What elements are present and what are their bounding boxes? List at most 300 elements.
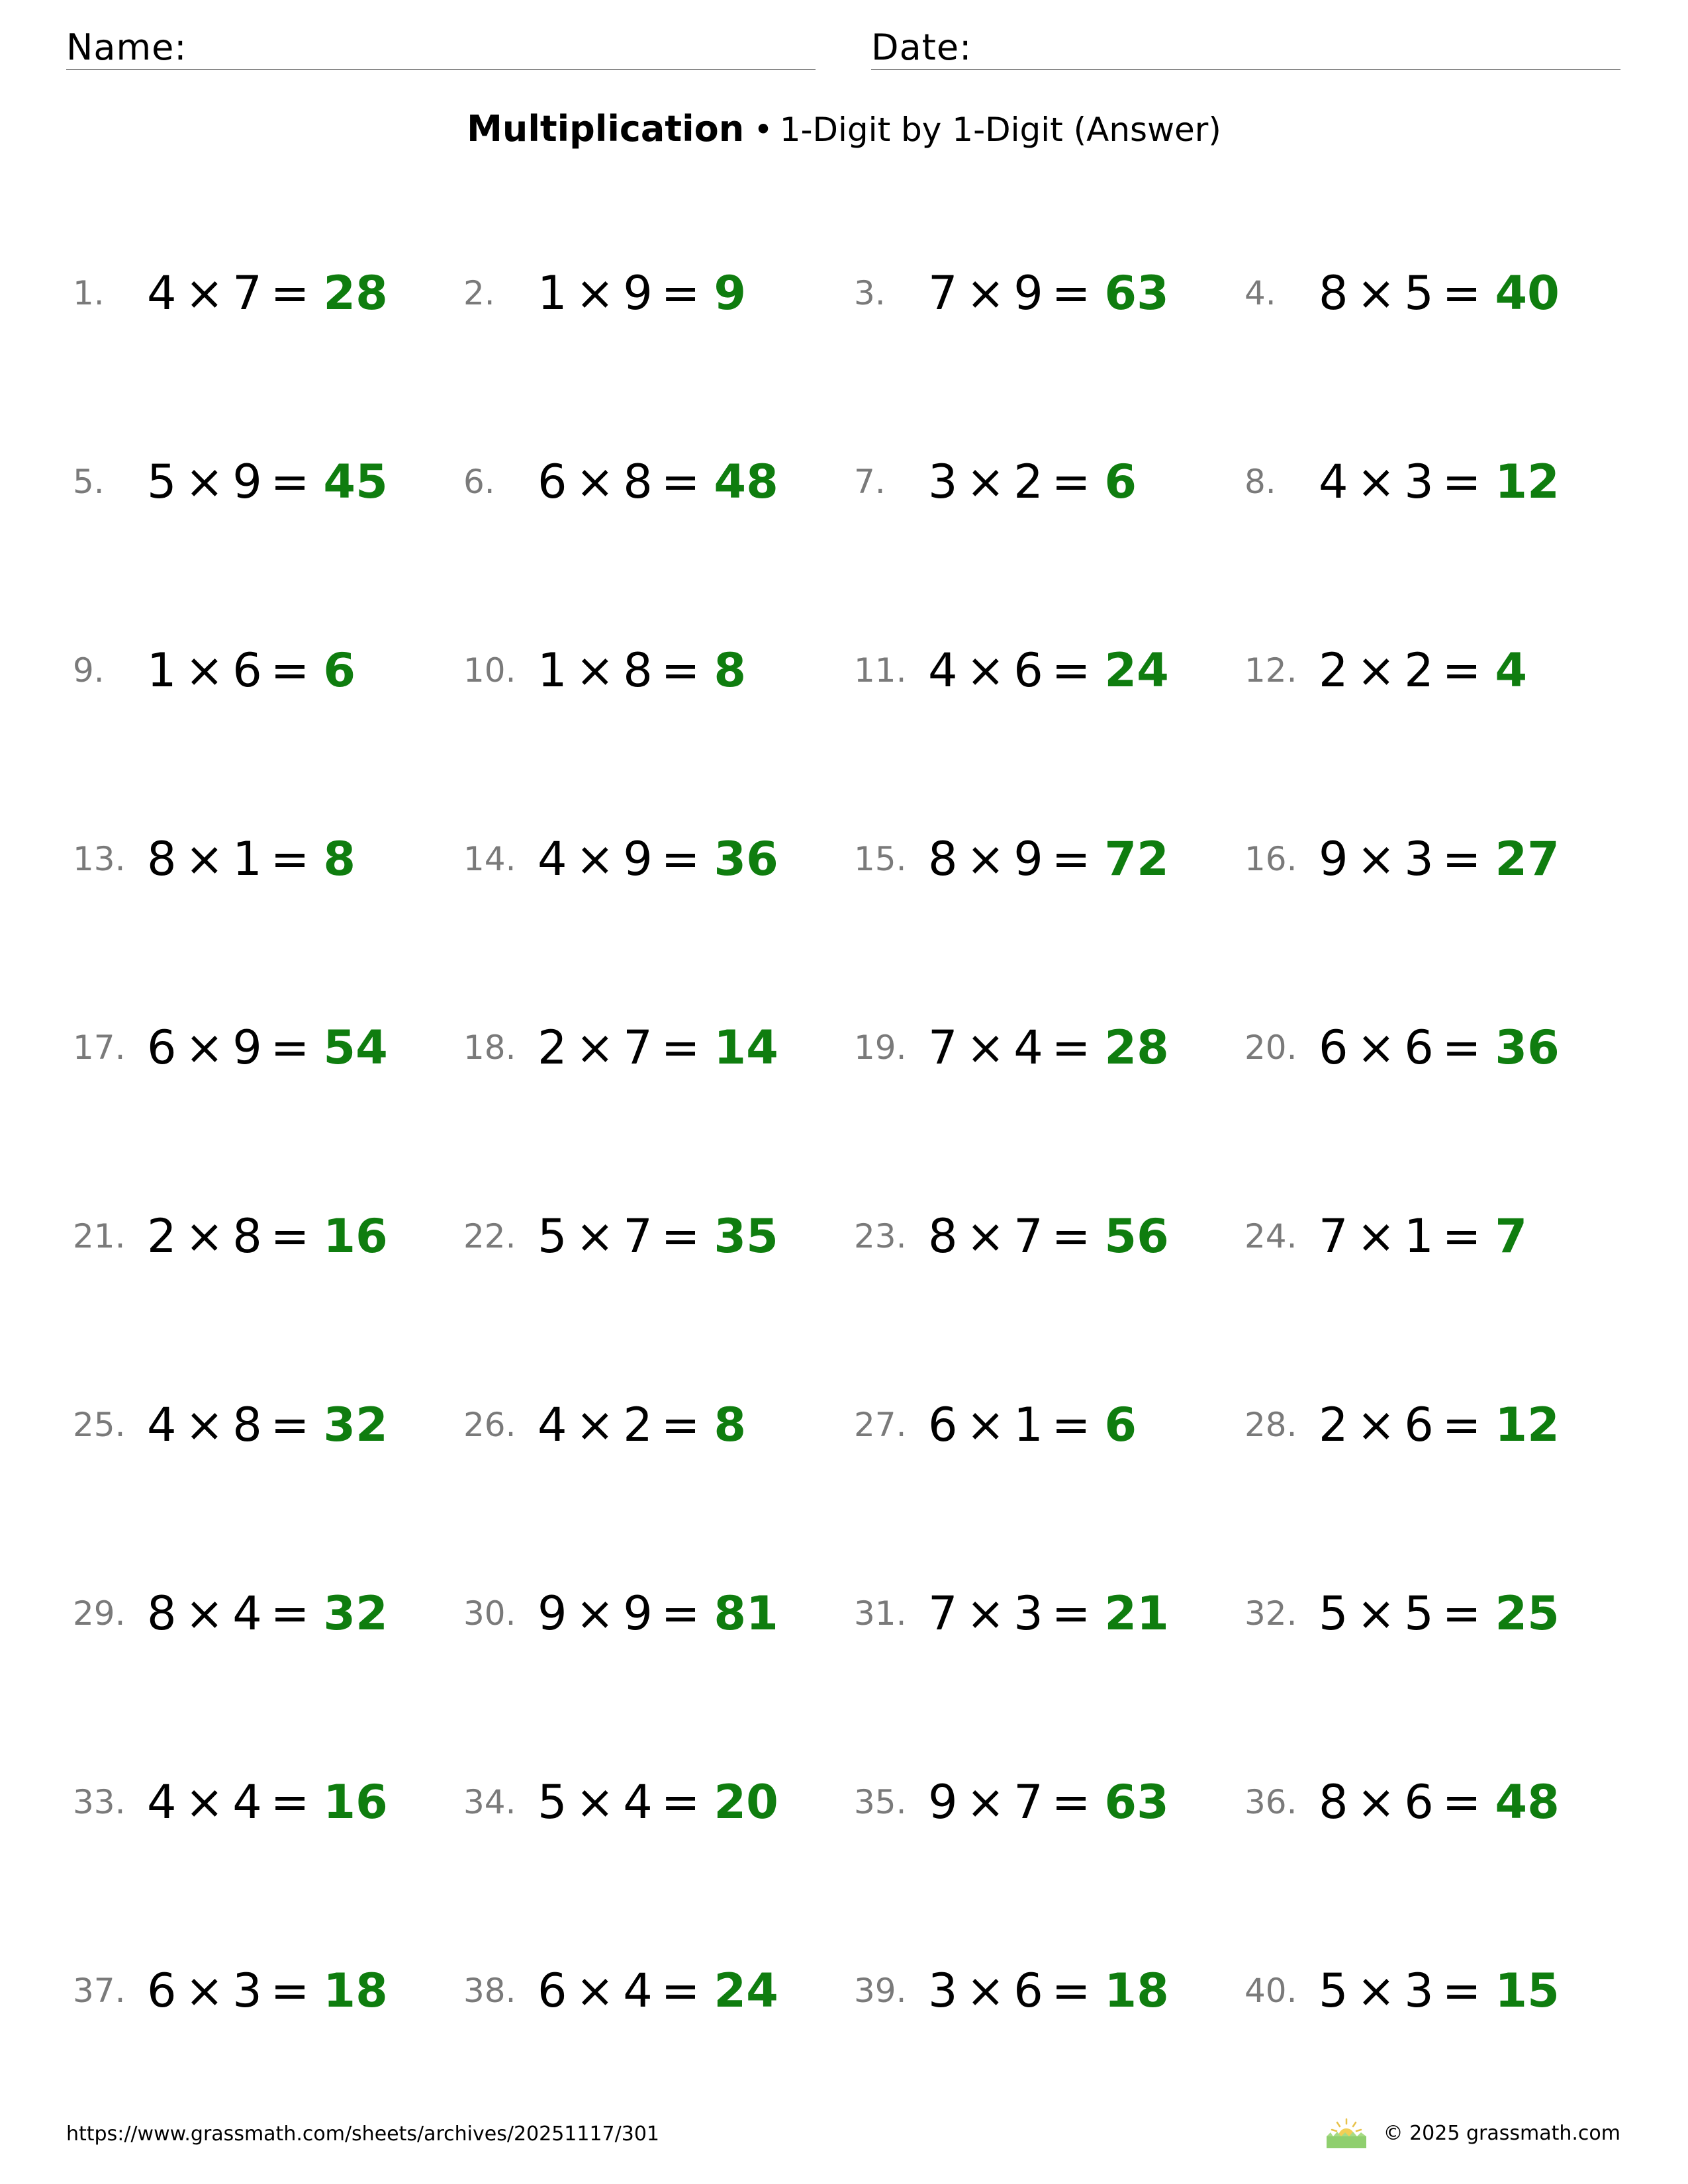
footer-brand	[1324, 2115, 1620, 2152]
factor-b: 8	[623, 454, 653, 509]
answer: 32	[323, 1586, 388, 1641]
problem-item	[854, 407, 1244, 556]
problem-item	[463, 218, 854, 367]
problem-expression	[928, 1586, 1099, 1641]
factor-a: 7	[1319, 1208, 1349, 1263]
problem-expression	[538, 1586, 708, 1641]
times-sign: ×	[185, 1963, 225, 2018]
factor-a: 4	[928, 643, 959, 698]
problem-item	[854, 784, 1244, 933]
factor-b: 9	[1013, 265, 1044, 320]
factor-b: 9	[1013, 831, 1044, 886]
problem-number: 8.	[1244, 462, 1276, 501]
factor-b: 9	[232, 454, 263, 509]
problem-number: 27.	[854, 1405, 907, 1444]
answer: 63	[1104, 265, 1169, 320]
problem-expression	[928, 266, 1099, 320]
problem-item	[73, 596, 463, 745]
equals-sign: =	[1051, 265, 1092, 320]
equals-sign: =	[1051, 643, 1092, 698]
times-sign: ×	[185, 1586, 225, 1641]
problem-item	[73, 784, 463, 933]
equals-sign: =	[1442, 1208, 1482, 1263]
answer: 16	[323, 1774, 388, 1829]
problem-number: 12.	[1244, 651, 1297, 690]
equals-sign: =	[661, 1397, 701, 1452]
problem-number: 34.	[463, 1782, 516, 1821]
factor-b: 6	[1013, 1963, 1044, 2018]
times-sign: ×	[1356, 1963, 1397, 2018]
problem-number: 35.	[854, 1782, 907, 1821]
problem-item	[463, 1727, 854, 1876]
factor-b: 5	[1404, 265, 1434, 320]
problem-expression	[538, 832, 708, 886]
footer-url[interactable]: https://www.grassmath.com/sheets/archives/20251117/301	[66, 2122, 660, 2146]
factor-b: 2	[1013, 454, 1044, 509]
factor-a: 5	[538, 1774, 568, 1829]
times-sign: ×	[966, 454, 1006, 509]
factor-a: 8	[1319, 1774, 1349, 1829]
problem-item	[73, 1727, 463, 1876]
problem-number: 39.	[854, 1971, 907, 2010]
factor-a: 1	[147, 643, 177, 698]
equals-sign: =	[270, 454, 310, 509]
problem-number: 1.	[73, 273, 105, 312]
answer: 63	[1104, 1774, 1169, 1829]
factor-a: 4	[147, 265, 177, 320]
problem-number: 20.	[1244, 1028, 1297, 1067]
problem-expression	[147, 1586, 318, 1641]
problem-item	[463, 973, 854, 1122]
times-sign: ×	[575, 1208, 616, 1263]
problem-number: 17.	[73, 1028, 126, 1067]
problem-expression	[147, 1021, 318, 1075]
problem-item	[73, 407, 463, 556]
problem-number: 14.	[463, 839, 516, 878]
answer: 24	[1104, 643, 1169, 698]
problem-expression	[928, 1775, 1099, 1829]
answer: 20	[714, 1774, 778, 1829]
factor-a: 6	[538, 1963, 568, 2018]
equals-sign: =	[270, 265, 310, 320]
problem-expression	[538, 1775, 708, 1829]
date-field[interactable]	[871, 26, 1620, 70]
problem-expression	[1319, 1775, 1489, 1829]
problem-item	[73, 1539, 463, 1688]
factor-b: 1	[232, 831, 263, 886]
copyright-text: © 2025 grassmath.com	[1383, 2121, 1620, 2145]
answer: 25	[1495, 1586, 1560, 1641]
factor-b: 7	[623, 1020, 653, 1075]
factor-a: 4	[147, 1397, 177, 1452]
equals-sign: =	[661, 643, 701, 698]
factor-a: 7	[928, 1586, 959, 1641]
answer: 24	[714, 1963, 778, 2018]
times-sign: ×	[966, 1586, 1006, 1641]
times-sign: ×	[575, 1774, 616, 1829]
problem-expression	[538, 1398, 708, 1452]
worksheet-title	[0, 106, 1688, 153]
problem-number: 2.	[463, 273, 495, 312]
sun-over-grass-icon	[1324, 2116, 1369, 2150]
equals-sign: =	[1442, 265, 1482, 320]
equals-sign: =	[661, 265, 701, 320]
problem-number: 40.	[1244, 1971, 1297, 2010]
times-sign: ×	[966, 1020, 1006, 1075]
name-field[interactable]	[66, 26, 816, 70]
problem-item	[463, 596, 854, 745]
factor-a: 8	[147, 831, 177, 886]
title-main: Multiplication	[467, 108, 745, 150]
times-sign: ×	[575, 1020, 616, 1075]
times-sign: ×	[575, 265, 616, 320]
times-sign: ×	[185, 265, 225, 320]
problem-item	[463, 1161, 854, 1310]
problem-expression	[147, 1398, 318, 1452]
factor-a: 5	[1319, 1586, 1349, 1641]
problem-number: 36.	[1244, 1782, 1297, 1821]
factor-b: 7	[623, 1208, 653, 1263]
factor-b: 3	[1404, 454, 1434, 509]
problem-item	[463, 1539, 854, 1688]
times-sign: ×	[575, 1397, 616, 1452]
factor-b: 8	[623, 643, 653, 698]
equals-sign: =	[1051, 1774, 1092, 1829]
answer: 4	[1495, 643, 1528, 698]
problem-item	[1244, 1916, 1628, 2065]
answer: 7	[1495, 1208, 1528, 1263]
equals-sign: =	[1051, 1586, 1092, 1641]
title-separator: •	[753, 111, 773, 149]
answer: 48	[1495, 1774, 1560, 1829]
times-sign: ×	[966, 643, 1006, 698]
factor-b: 6	[1404, 1397, 1434, 1452]
factor-b: 5	[1404, 1586, 1434, 1641]
factor-b: 1	[1404, 1208, 1434, 1263]
problem-item	[854, 1350, 1244, 1499]
factor-b: 2	[1404, 643, 1434, 698]
equals-sign: =	[270, 1020, 310, 1075]
answer: 35	[714, 1208, 778, 1263]
problem-number: 31.	[854, 1594, 907, 1633]
answer: 36	[1495, 1020, 1560, 1075]
answer: 8	[323, 831, 356, 886]
problem-expression	[1319, 1398, 1489, 1452]
problem-number: 15.	[854, 839, 907, 878]
problem-number: 21.	[73, 1216, 126, 1255]
times-sign: ×	[966, 831, 1006, 886]
problem-expression	[928, 1209, 1099, 1263]
problem-expression	[928, 1398, 1099, 1452]
answer: 28	[1104, 1020, 1169, 1075]
equals-sign: =	[1442, 454, 1482, 509]
factor-b: 9	[232, 1020, 263, 1075]
name-label: Name:	[66, 26, 187, 68]
problem-number: 10.	[463, 651, 516, 690]
problem-number: 11.	[854, 651, 907, 690]
problem-item	[1244, 784, 1628, 933]
factor-a: 1	[538, 643, 568, 698]
factor-a: 3	[928, 454, 959, 509]
problem-item	[854, 1161, 1244, 1310]
problem-expression	[147, 643, 318, 698]
factor-a: 7	[928, 265, 959, 320]
times-sign: ×	[966, 265, 1006, 320]
factor-a: 8	[147, 1586, 177, 1641]
factor-a: 8	[928, 1208, 959, 1263]
problem-number: 30.	[463, 1594, 516, 1633]
answer: 32	[323, 1397, 388, 1452]
answer: 8	[714, 643, 747, 698]
equals-sign: =	[270, 1586, 310, 1641]
factor-b: 6	[1013, 643, 1044, 698]
factor-a: 6	[538, 454, 568, 509]
problem-item	[463, 1916, 854, 2065]
problem-number: 26.	[463, 1405, 516, 1444]
factor-b: 7	[232, 265, 263, 320]
times-sign: ×	[1356, 1020, 1397, 1075]
answer: 18	[323, 1963, 388, 2018]
factor-a: 2	[538, 1020, 568, 1075]
problem-number: 32.	[1244, 1594, 1297, 1633]
factor-b: 3	[1013, 1586, 1044, 1641]
answer: 12	[1495, 454, 1560, 509]
problem-expression	[928, 832, 1099, 886]
times-sign: ×	[1356, 643, 1397, 698]
factor-b: 4	[1013, 1020, 1044, 1075]
problem-item	[73, 1161, 463, 1310]
problem-expression	[147, 455, 318, 509]
equals-sign: =	[661, 1963, 701, 2018]
answer: 40	[1495, 265, 1560, 320]
equals-sign: =	[661, 831, 701, 886]
answer: 54	[323, 1020, 388, 1075]
problem-item	[1244, 1350, 1628, 1499]
problem-number: 7.	[854, 462, 886, 501]
factor-b: 3	[1404, 1963, 1434, 2018]
factor-b: 9	[623, 831, 653, 886]
factor-a: 5	[147, 454, 177, 509]
times-sign: ×	[185, 454, 225, 509]
date-label: Date:	[871, 26, 972, 68]
problem-expression	[538, 455, 708, 509]
factor-a: 9	[538, 1586, 568, 1641]
times-sign: ×	[966, 1208, 1006, 1263]
equals-sign: =	[1442, 831, 1482, 886]
answer: 21	[1104, 1586, 1169, 1641]
equals-sign: =	[270, 643, 310, 698]
times-sign: ×	[185, 1774, 225, 1829]
equals-sign: =	[1051, 1208, 1092, 1263]
equals-sign: =	[1442, 1397, 1482, 1452]
problem-number: 28.	[1244, 1405, 1297, 1444]
factor-b: 4	[623, 1963, 653, 2018]
problem-number: 37.	[73, 1971, 126, 2010]
problem-expression	[1319, 643, 1489, 698]
times-sign: ×	[575, 831, 616, 886]
factor-a: 6	[1319, 1020, 1349, 1075]
problem-item	[1244, 1161, 1628, 1310]
factor-b: 7	[1013, 1208, 1044, 1263]
times-sign: ×	[575, 1963, 616, 2018]
factor-a: 9	[1319, 831, 1349, 886]
factor-a: 6	[928, 1397, 959, 1452]
times-sign: ×	[966, 1397, 1006, 1452]
problem-expression	[538, 643, 708, 698]
problem-number: 22.	[463, 1216, 516, 1255]
problem-item	[1244, 407, 1628, 556]
problem-item	[854, 1916, 1244, 2065]
answer: 12	[1495, 1397, 1560, 1452]
equals-sign: =	[270, 1774, 310, 1829]
problem-item	[73, 1350, 463, 1499]
equals-sign: =	[661, 1208, 701, 1263]
answer: 56	[1104, 1208, 1169, 1263]
title-subtitle: 1-Digit by 1-Digit (Answer)	[779, 111, 1221, 149]
factor-b: 4	[623, 1774, 653, 1829]
factor-b: 7	[1013, 1774, 1044, 1829]
factor-b: 3	[232, 1963, 263, 2018]
answer: 16	[323, 1208, 388, 1263]
factor-a: 4	[147, 1774, 177, 1829]
factor-a: 4	[538, 831, 568, 886]
problem-item	[1244, 1539, 1628, 1688]
factor-a: 6	[147, 1020, 177, 1075]
times-sign: ×	[185, 1020, 225, 1075]
answer: 15	[1495, 1963, 1560, 2018]
problem-item	[463, 784, 854, 933]
equals-sign: =	[270, 1397, 310, 1452]
equals-sign: =	[1051, 454, 1092, 509]
factor-b: 8	[232, 1397, 263, 1452]
problem-number: 4.	[1244, 273, 1276, 312]
factor-b: 1	[1013, 1397, 1044, 1452]
times-sign: ×	[966, 1774, 1006, 1829]
equals-sign: =	[661, 1586, 701, 1641]
problem-expression	[1319, 1964, 1489, 2018]
answer: 8	[714, 1397, 747, 1452]
problem-number: 13.	[73, 839, 126, 878]
times-sign: ×	[1356, 454, 1397, 509]
answer: 81	[714, 1586, 778, 1641]
problem-expression	[1319, 1021, 1489, 1075]
problem-item	[73, 973, 463, 1122]
problem-grid	[73, 218, 1628, 2105]
problem-number: 25.	[73, 1405, 126, 1444]
problem-expression	[147, 266, 318, 320]
factor-b: 4	[232, 1774, 263, 1829]
problem-expression	[928, 455, 1099, 509]
equals-sign: =	[1442, 1586, 1482, 1641]
problem-expression	[1319, 266, 1489, 320]
equals-sign: =	[661, 1774, 701, 1829]
times-sign: ×	[1356, 1586, 1397, 1641]
problem-number: 29.	[73, 1594, 126, 1633]
problem-expression	[538, 1209, 708, 1263]
problem-item	[1244, 596, 1628, 745]
problem-expression	[1319, 1586, 1489, 1641]
problem-expression	[147, 1209, 318, 1263]
problem-number: 3.	[854, 273, 886, 312]
equals-sign: =	[270, 831, 310, 886]
problem-item	[73, 218, 463, 367]
answer: 6	[1104, 1397, 1137, 1452]
equals-sign: =	[1442, 1963, 1482, 2018]
answer: 45	[323, 454, 388, 509]
problem-item	[854, 218, 1244, 367]
factor-a: 7	[928, 1020, 959, 1075]
problem-expression	[1319, 455, 1489, 509]
problem-expression	[538, 1021, 708, 1075]
problem-number: 18.	[463, 1028, 516, 1067]
factor-a: 2	[147, 1208, 177, 1263]
factor-b: 9	[623, 265, 653, 320]
answer: 72	[1104, 831, 1169, 886]
factor-b: 6	[232, 643, 263, 698]
problem-item	[463, 407, 854, 556]
times-sign: ×	[575, 454, 616, 509]
times-sign: ×	[575, 643, 616, 698]
problem-item	[1244, 973, 1628, 1122]
answer: 48	[714, 454, 778, 509]
factor-b: 6	[1404, 1020, 1434, 1075]
problem-item	[854, 1539, 1244, 1688]
equals-sign: =	[270, 1208, 310, 1263]
factor-b: 3	[1404, 831, 1434, 886]
equals-sign: =	[1442, 643, 1482, 698]
problem-expression	[538, 1964, 708, 2018]
factor-a: 5	[1319, 1963, 1349, 2018]
factor-a: 8	[1319, 265, 1349, 320]
times-sign: ×	[1356, 1208, 1397, 1263]
problem-number: 33.	[73, 1782, 126, 1821]
problem-number: 16.	[1244, 839, 1297, 878]
problem-expression	[928, 1021, 1099, 1075]
answer: 14	[714, 1020, 778, 1075]
problem-number: 24.	[1244, 1216, 1297, 1255]
equals-sign: =	[1051, 1397, 1092, 1452]
times-sign: ×	[1356, 831, 1397, 886]
times-sign: ×	[575, 1586, 616, 1641]
problem-item	[854, 596, 1244, 745]
times-sign: ×	[1356, 1397, 1397, 1452]
problem-item	[463, 1350, 854, 1499]
times-sign: ×	[1356, 265, 1397, 320]
equals-sign: =	[661, 1020, 701, 1075]
answer: 9	[714, 265, 747, 320]
answer: 6	[323, 643, 356, 698]
problem-number: 23.	[854, 1216, 907, 1255]
answer: 28	[323, 265, 388, 320]
equals-sign: =	[1051, 1963, 1092, 2018]
equals-sign: =	[1442, 1020, 1482, 1075]
factor-a: 6	[147, 1963, 177, 2018]
problem-expression	[928, 1964, 1099, 2018]
problem-expression	[147, 832, 318, 886]
factor-b: 6	[1404, 1774, 1434, 1829]
factor-b: 4	[232, 1586, 263, 1641]
answer: 27	[1495, 831, 1560, 886]
times-sign: ×	[185, 1397, 225, 1452]
factor-b: 8	[232, 1208, 263, 1263]
times-sign: ×	[185, 831, 225, 886]
equals-sign: =	[1442, 1774, 1482, 1829]
problem-item	[854, 1727, 1244, 1876]
factor-a: 5	[538, 1208, 568, 1263]
equals-sign: =	[1051, 831, 1092, 886]
factor-b: 2	[623, 1397, 653, 1452]
answer: 18	[1104, 1963, 1169, 2018]
